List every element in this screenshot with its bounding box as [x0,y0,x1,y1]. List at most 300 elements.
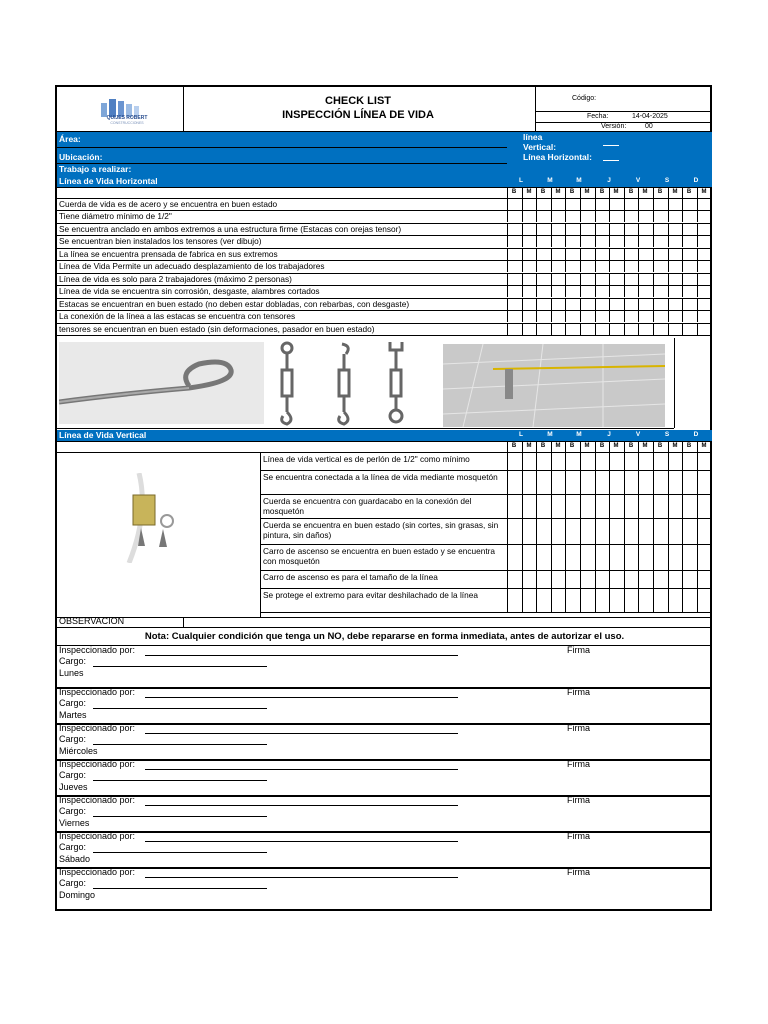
checklist-sheet [55,85,712,911]
horizontal-check-cell[interactable] [653,260,668,272]
vertical-check-cell[interactable] [653,544,668,570]
vertical-check-cell[interactable] [609,470,624,494]
horizontal-check-cell[interactable] [580,223,595,235]
vertical-check-cell[interactable] [507,494,522,518]
horizontal-check-cell[interactable] [653,323,668,335]
vertical-check-cell[interactable] [536,470,551,494]
vertical-check-cell[interactable] [697,470,712,494]
horizontal-check-cell[interactable] [522,323,537,335]
vertical-check-cell[interactable] [697,544,712,570]
vertical-check-cell[interactable] [609,518,624,544]
cargo-field[interactable] [93,744,267,745]
horizontal-check-cell[interactable] [595,248,610,260]
codigo-label: Código: [572,95,597,102]
horizontal-check-cell[interactable] [580,248,595,260]
vertical-check-cell[interactable] [580,494,595,518]
horizontal-check-cell[interactable] [522,235,537,247]
vertical-check-cell[interactable] [697,518,712,544]
vertical-check-cell[interactable] [522,570,537,588]
horizontal-check-cell[interactable] [682,223,697,235]
horizontal-check-cell[interactable] [638,223,653,235]
vertical-check-cell[interactable] [536,518,551,544]
horizontal-check-cell[interactable] [507,273,522,285]
horizontal-check-cell[interactable] [624,248,639,260]
vertical-item-1: Se encuentra conectada a la línea de vida mediante mosquetón [263,472,498,482]
horizontal-check-cell[interactable] [580,273,595,285]
vertical-check-cell[interactable] [697,452,712,470]
vertical-check-cell[interactable] [638,544,653,570]
horizontal-check-cell[interactable] [580,198,595,210]
horizontal-check-cell[interactable] [668,273,683,285]
horizontal-check-cell[interactable] [595,285,610,297]
horizontal-check-cell[interactable] [624,235,639,247]
vertical-check-cell[interactable] [595,518,610,544]
vertical-check-cell[interactable] [580,470,595,494]
inspector-name-field[interactable] [145,877,458,878]
horizontal-check-cell[interactable] [551,285,566,297]
firma-label: Firma [567,867,590,877]
linea-label: línea [523,132,543,142]
horizontal-day-5: S [664,177,670,184]
horizontal-check-cell[interactable] [565,235,580,247]
vertical-check-cell[interactable] [507,452,522,470]
horizontal-check-cell[interactable] [609,260,624,272]
horizontal-check-cell[interactable] [536,273,551,285]
horizontal-check-cell[interactable] [624,323,639,335]
vertical-check-cell[interactable] [522,544,537,570]
horizontal-check-cell[interactable] [609,210,624,222]
horizontal-check-cell[interactable] [609,323,624,335]
vertical-check-cell[interactable] [624,494,639,518]
horizontal-check-cell[interactable] [595,323,610,335]
vertical-check-cell[interactable] [624,570,639,588]
inspeccionado-label: Inspeccionado por: [59,759,136,769]
horizontal-check-cell[interactable] [580,260,595,272]
vertical-check-cell[interactable] [624,452,639,470]
vertical-check-cell[interactable] [536,588,551,612]
horizontal-check-cell[interactable] [697,323,712,335]
horizontal-check-cell[interactable] [653,298,668,310]
horizontal-check-cell[interactable] [682,298,697,310]
vertical-check-cell[interactable] [697,494,712,518]
horizontal-check-cell[interactable] [697,223,712,235]
horizontal-check-cell[interactable] [580,323,595,335]
horizontal-check-cell[interactable] [668,210,683,222]
vertical-check-cell[interactable] [522,588,537,612]
horizontal-check-cell[interactable] [580,285,595,297]
horizontal-check-cell[interactable] [624,298,639,310]
horizontal-check-cell[interactable] [682,310,697,322]
horizontal-bm-row [507,187,712,198]
horizontal-check-cell[interactable] [507,248,522,260]
horizontal-check-cell[interactable] [595,298,610,310]
horizontal-check-cell[interactable] [682,248,697,260]
horizontal-item-7: Línea de vida se encuentra sin corrosión, desgaste, alambres cortados [59,286,320,296]
horizontal-check-cell[interactable] [551,273,566,285]
cargo-field[interactable] [93,852,267,853]
vertical-day-3: J [607,431,611,438]
horizontal-check-cell[interactable] [565,273,580,285]
horizontal-check-cell[interactable] [536,198,551,210]
horizontal-check-cell[interactable] [507,198,522,210]
vertical-check-cell[interactable] [668,518,683,544]
horizontal-check-cell[interactable] [580,235,595,247]
vertical-check-cell[interactable] [609,544,624,570]
horizontal-check-cell[interactable] [565,210,580,222]
vertical-check-cell[interactable] [580,544,595,570]
horizontal-check-cell[interactable] [609,248,624,260]
vertical-check-cell[interactable] [653,570,668,588]
vertical-label: Vertical: [523,142,557,152]
horizontal-check-cell[interactable] [522,210,537,222]
firma-label: Firma [567,645,590,655]
horizontal-check-cell[interactable] [682,273,697,285]
horizontal-check-cell[interactable] [551,235,566,247]
horizontal-check-cell[interactable] [653,248,668,260]
inspector-name-field[interactable] [145,841,458,842]
vertical-check-cell[interactable] [580,518,595,544]
horizontal-check-cell[interactable] [522,260,537,272]
horizontal-check-cell[interactable] [682,210,697,222]
vertical-check-cell[interactable] [595,470,610,494]
vertical-check-cell[interactable] [697,588,712,612]
vertical-check-cell[interactable] [565,570,580,588]
inspector-name-field[interactable] [145,733,458,734]
vertical-check-cell[interactable] [609,588,624,612]
horizontal-check-cell[interactable] [638,273,653,285]
vertical-check-cell[interactable] [653,494,668,518]
vertical-check-cell[interactable] [507,570,522,588]
vertical-items [260,452,712,617]
horizontal-check-cell[interactable] [595,310,610,322]
horizontal-check-cell[interactable] [624,285,639,297]
horizontal-check-cell[interactable] [653,285,668,297]
vertical-check-cell[interactable] [565,470,580,494]
cargo-label: Cargo: [59,698,87,708]
horizontal-check-cell[interactable] [565,223,580,235]
horizontal-check-cell[interactable] [565,298,580,310]
horizontal-check-cell[interactable] [638,198,653,210]
rope-grab-image [119,473,199,563]
vertical-check-cell[interactable] [595,494,610,518]
horizontal-check-cell[interactable] [507,323,522,335]
horizontal-check-cell[interactable] [565,260,580,272]
horizontal-check-cell[interactable] [536,310,551,322]
horizontal-check-cell[interactable] [697,273,712,285]
horizontal-check-cell[interactable] [580,310,595,322]
signature-block-martes [57,687,712,723]
horizontal-check-cell[interactable] [551,223,566,235]
vertical-check-cell[interactable] [507,470,522,494]
signature-block-lunes [57,645,712,687]
horizontal-check-cell[interactable] [682,198,697,210]
horizontal-check-cell[interactable] [595,235,610,247]
vertical-title: Línea de Vida Vertical [59,430,147,440]
horizontal-check-cell[interactable] [580,210,595,222]
inspeccionado-label: Inspeccionado por: [59,687,136,697]
horizontal-check-cell[interactable] [595,273,610,285]
horizontal-check-cell[interactable] [638,285,653,297]
cargo-field[interactable] [93,816,267,817]
vertical-check-cell[interactable] [697,570,712,588]
horizontal-check-cell[interactable] [595,260,610,272]
vertical-check-cell[interactable] [609,452,624,470]
horizontal-check-cell[interactable] [536,298,551,310]
vertical-check-cell[interactable] [682,544,697,570]
horizontal-check-cell[interactable] [522,298,537,310]
horizontal-check-cell[interactable] [595,210,610,222]
horizontal-check-cell[interactable] [609,285,624,297]
vertical-check-cell[interactable] [668,494,683,518]
vertical-check-cell[interactable] [507,518,522,544]
horizontal-check-cell[interactable] [595,198,610,210]
horizontal-check-cell[interactable] [536,260,551,272]
horizontal-check-cell[interactable] [536,223,551,235]
horizontal-check-cell[interactable] [580,298,595,310]
horizontal-check-cell[interactable] [609,223,624,235]
vertical-check-cell[interactable] [551,452,566,470]
vertical-check-cell[interactable] [580,588,595,612]
vertical-check-cell[interactable] [668,570,683,588]
horizontal-bm-7: M [613,189,619,195]
horizontal-check-cell[interactable] [565,285,580,297]
cargo-field[interactable] [93,708,267,709]
horizontal-check-cell[interactable] [522,285,537,297]
vertical-check-cell[interactable] [551,588,566,612]
vertical-item-5: Carro de ascenso es para el tamaño de la línea [263,572,438,582]
horizontal-check-cell[interactable] [624,273,639,285]
vertical-check-cell[interactable] [565,452,580,470]
vertical-check-cell[interactable] [638,588,653,612]
vertical-check-cell[interactable] [638,452,653,470]
vertical-check-cell[interactable] [580,452,595,470]
horizontal-check-cell[interactable] [624,210,639,222]
horizontal-check-cell[interactable] [507,260,522,272]
horizontal-check-cell[interactable] [653,310,668,322]
horizontal-check-cell[interactable] [668,323,683,335]
horizontal-check-cell[interactable] [507,235,522,247]
vertical-check-cell[interactable] [595,570,610,588]
horizontal-check-cell[interactable] [668,248,683,260]
horizontal-check-cell[interactable] [522,248,537,260]
vertical-check-cell[interactable] [507,544,522,570]
horizontal-check-cell[interactable] [697,248,712,260]
horizontal-check-cell[interactable] [682,323,697,335]
vertical-check-cell[interactable] [682,518,697,544]
vertical-check-cell[interactable] [638,470,653,494]
horizontal-check-cell[interactable] [536,235,551,247]
horizontal-check-cell[interactable] [551,198,566,210]
inspector-name-field[interactable] [145,655,458,656]
horizontal-check-cell[interactable] [551,310,566,322]
horizontal-check-cell[interactable] [638,298,653,310]
inspector-name-field[interactable] [145,805,458,806]
vertical-check-cell[interactable] [551,494,566,518]
horizontal-check-cell[interactable] [668,310,683,322]
cargo-field[interactable] [93,666,267,667]
vertical-check-cell[interactable] [668,452,683,470]
cargo-label: Cargo: [59,656,87,666]
vertical-day-0: L [519,431,523,438]
inspector-name-field[interactable] [145,697,458,698]
vertical-check-cell[interactable] [682,588,697,612]
horizontal-check-cell[interactable] [624,260,639,272]
horizontal-check-cell[interactable] [697,235,712,247]
horizontal-check-cell[interactable] [551,210,566,222]
horizontal-check-cell[interactable] [522,273,537,285]
vertical-check-cell[interactable] [565,544,580,570]
vertical-check-cell[interactable] [536,544,551,570]
horizontal-check-cell[interactable] [668,235,683,247]
horizontal-check-cell[interactable] [507,310,522,322]
vertical-check-cell[interactable] [682,452,697,470]
horizontal-check-cell[interactable] [507,210,522,222]
vertical-check-cell[interactable] [536,570,551,588]
vertical-check-cell[interactable] [551,470,566,494]
vertical-check-cell[interactable] [638,570,653,588]
horizontal-check-cell[interactable] [522,223,537,235]
horizontal-check-cell[interactable] [609,235,624,247]
horizontal-check-cell[interactable] [624,223,639,235]
vertical-check-cell[interactable] [653,470,668,494]
horizontal-check-cell[interactable] [565,248,580,260]
vertical-check-cell[interactable] [624,518,639,544]
horizontal-check-cell[interactable] [638,323,653,335]
cargo-field[interactable] [93,780,267,781]
vertical-check-cell[interactable] [551,518,566,544]
day-label: Martes [59,710,87,720]
horizontal-check-cell[interactable] [536,248,551,260]
horizontal-check-cell[interactable] [638,210,653,222]
horizontal-check-cell[interactable] [653,223,668,235]
vertical-check-cell[interactable] [580,570,595,588]
vertical-check-cell[interactable] [551,570,566,588]
vertical-check-cell[interactable] [595,588,610,612]
vertical-check-cell[interactable] [653,588,668,612]
horizontal-check-cell[interactable] [609,273,624,285]
vertical-check-cell[interactable] [653,452,668,470]
horizontal-check-cell[interactable] [551,248,566,260]
horizontal-check-cell[interactable] [507,223,522,235]
horizontal-check-cell[interactable] [565,323,580,335]
horizontal-check-cell[interactable] [653,210,668,222]
horizontal-check-cell[interactable] [609,298,624,310]
horizontal-check-cell[interactable] [551,323,566,335]
vertical-check-cell[interactable] [595,452,610,470]
vertical-check-cell[interactable] [653,518,668,544]
horizontal-check-cell[interactable] [697,285,712,297]
horizontal-check-cell[interactable] [595,223,610,235]
horizontal-check-cell[interactable] [697,310,712,322]
horizontal-check-cell[interactable] [682,285,697,297]
vertical-check-cell[interactable] [522,452,537,470]
horizontal-check-cell[interactable] [638,260,653,272]
horizontal-check-cell[interactable] [551,298,566,310]
horizontal-check-cell[interactable] [668,260,683,272]
horizontal-check-cell[interactable] [609,310,624,322]
horizontal-check-cell[interactable] [565,198,580,210]
vertical-check-cell[interactable] [682,470,697,494]
vertical-check-cell[interactable] [624,544,639,570]
vertical-check-cell[interactable] [536,494,551,518]
vertical-check-cell[interactable] [624,588,639,612]
vertical-check-cell[interactable] [682,570,697,588]
horizontal-check-cell[interactable] [697,210,712,222]
vertical-check-cell[interactable] [565,518,580,544]
inspector-name-field[interactable] [145,769,458,770]
day-label: Domingo [59,890,96,900]
vertical-check-cell[interactable] [522,470,537,494]
inspeccionado-label: Inspeccionado por: [59,867,136,877]
horizontal-check-cell[interactable] [536,323,551,335]
horizontal-check-cell[interactable] [507,285,522,297]
horizontal-check-cell[interactable] [697,298,712,310]
cable-thimble-image [59,342,264,424]
inspeccionado-label: Inspeccionado por: [59,723,136,733]
horizontal-check-cell[interactable] [638,235,653,247]
horizontal-check-cell[interactable] [668,298,683,310]
horizontal-check-cell[interactable] [697,198,712,210]
horizontal-check-cell[interactable] [551,260,566,272]
rope-grab-icon [119,473,199,563]
vertical-check-cell[interactable] [638,494,653,518]
vertical-check-cell[interactable] [507,588,522,612]
vertical-check-cell[interactable] [609,494,624,518]
vertical-check-cell[interactable] [668,470,683,494]
horizontal-check-cell[interactable] [668,285,683,297]
horizontal-check-cell[interactable] [682,260,697,272]
horizontal-check-cell[interactable] [697,260,712,272]
horizontal-check-cell[interactable] [624,198,639,210]
vertical-check-cell[interactable] [565,588,580,612]
horizontal-check-cell[interactable] [609,198,624,210]
horizontal-check-cell[interactable] [638,248,653,260]
horizontal-check-cell[interactable] [507,298,522,310]
vertical-check-cell[interactable] [624,470,639,494]
cargo-field[interactable] [93,888,267,889]
horizontal-check-cell[interactable] [653,198,668,210]
horizontal-check-cell[interactable] [653,235,668,247]
horizontal-check-cell[interactable] [668,198,683,210]
horizontal-bm-5: M [584,189,590,195]
horizontal-check-cell[interactable] [536,210,551,222]
horizontal-check-cell[interactable] [522,198,537,210]
day-label: Sábado [59,854,91,864]
horizontal-check-cell[interactable] [536,285,551,297]
horizontal-check-cell[interactable] [682,235,697,247]
horizontal-check-cell[interactable] [653,273,668,285]
horizontal-check-cell[interactable] [522,310,537,322]
vertical-check-cell[interactable] [682,494,697,518]
horizontal-check-cell[interactable] [624,310,639,322]
horizontal-check-cell[interactable] [638,310,653,322]
vertical-check-cell[interactable] [522,494,537,518]
vertical-check-cell[interactable] [595,544,610,570]
vertical-check-cell[interactable] [668,588,683,612]
horizontal-check-cell[interactable] [668,223,683,235]
turnbuckles-image [272,340,432,426]
cargo-label: Cargo: [59,770,87,780]
vertical-check-cell[interactable] [565,494,580,518]
vertical-check-cell[interactable] [609,570,624,588]
vertical-check-cell[interactable] [522,518,537,544]
vertical-check-cell[interactable] [536,452,551,470]
vertical-check-cell[interactable] [668,544,683,570]
vertical-check-cell[interactable] [638,518,653,544]
vertical-check-cell[interactable] [551,544,566,570]
horizontal-check-cell[interactable] [565,310,580,322]
info-block [57,132,712,176]
